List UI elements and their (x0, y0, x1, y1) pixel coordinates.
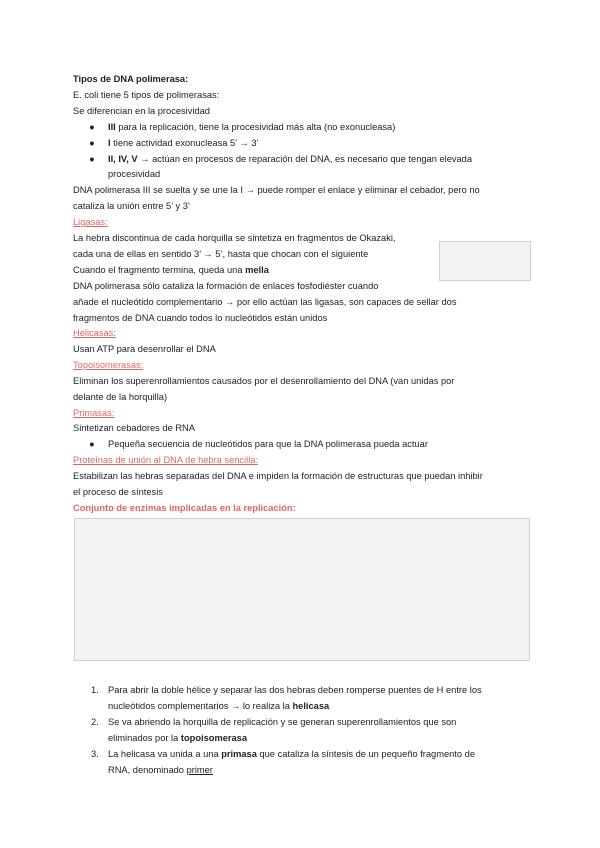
bullet-pol-repair-cont: procesividad (108, 169, 161, 179)
step-number: 2. (91, 717, 99, 727)
bullet-dot: ● (89, 122, 95, 132)
ligasas-line-4: DNA polimerasa sólo cataliza la formación de enlaces fosfodiéster cuando (73, 281, 379, 291)
step-1-line-2: nucleótidos complementarios → lo realiza la helicasa (108, 701, 330, 711)
primasas-bullet: Pequeña secuencia de nucleótidos para que la DNA polimerasa pueda actuar (108, 439, 428, 449)
step-2-line-2: eliminados por la topoisomerasa (108, 733, 248, 743)
ligasas-line-1: La hebra discontinua de cada horquilla se sintetiza en fragmentos de Okazaki, (73, 233, 396, 243)
step-2-line-1: Se va abriendo la horquilla de replicación y se generan superenrollamientos que son (108, 717, 457, 727)
bullet-dot: ● (89, 439, 95, 449)
ligasas-image-placeholder (439, 241, 531, 281)
helicasas-title: Helicasas: (73, 328, 116, 338)
bullet-dot: ● (89, 154, 95, 164)
step-3-line-1: La helicasa va unida a una primasa que cataliza la síntesis de un pequeño fragmento de (108, 749, 475, 759)
bullet-pol3: III para la replicación, tiene la procesividad más alta (no exonucleasa) (108, 122, 396, 132)
pol3-line-2: cataliza la unión entre 5’ y 3’ (73, 201, 190, 211)
step-3-line-2: RNA, denominado primer (108, 765, 213, 775)
topoisomerasas-line-2: delante de la horquilla) (73, 392, 168, 402)
ligasas-line-3: Cuando el fragmento termina, queda una mella (73, 265, 269, 275)
topoisomerasas-title: Topoisomerasas: (73, 360, 144, 370)
primasas-title: Primasas: (73, 408, 115, 418)
conjunto-title: Conjunto de enzimas implicadas en la replicación: (73, 503, 296, 513)
bullet-dot: ● (89, 138, 95, 148)
proteinas-line-2: el proceso de síntesis (73, 487, 163, 497)
ligasas-title: Ligasas: (73, 217, 108, 227)
step-number: 1. (91, 685, 99, 695)
ligasas-line-2: cada una de ellas en sentido 3’ → 5’, hasta que chocan con el siguiente (73, 249, 369, 259)
bullet-pol-repair: II, IV, V → actúan en procesos de reparación del DNA, es necesario que tengan elevada (108, 154, 473, 164)
intro-line-2: Se diferencian en la procesividad (73, 106, 210, 116)
heading: Tipos de DNA polimerasa: (73, 74, 189, 84)
replication-image-placeholder (74, 518, 530, 661)
pol3-line-1: DNA polimerasa III se suelta y se une la I → puede romper el enlace y eliminar el cebador, pero no (73, 185, 480, 195)
helicasas-line-1: Usan ATP para desenrollar el DNA (73, 344, 216, 354)
step-1-line-1: Para abrir la doble hélice y separar las dos hebras deben romperse puentes de H entre los (108, 685, 482, 695)
proteinas-title: Proteínas de unión al DNA de hebra sencilla: (73, 455, 259, 465)
step-number: 3. (91, 749, 99, 759)
topoisomerasas-line-1: Eliminan los superenrollamientos causados por el desenrollamiento del DNA (van unidas por (73, 376, 455, 386)
bullet-pol1: I tiene actividad exonucleasa 5’ → 3’ (108, 138, 259, 148)
intro-line-1: E. coli tiene 5 tipos de polimerasas: (73, 90, 220, 100)
ligasas-line-5: añade el nucleótido complementario → por ello actúan las ligasas, son capaces de sellar dos (73, 297, 457, 307)
primasas-line-1: Sintetizan cebadores de RNA (73, 423, 195, 433)
ligasas-line-6: fragmentos de DNA cuando todos lo nucleótidos están unidos (73, 313, 328, 323)
proteinas-line-1: Estabilizan las hebras separadas del DNA e impiden la formación de estructuras que puedan inhibir (73, 471, 483, 481)
